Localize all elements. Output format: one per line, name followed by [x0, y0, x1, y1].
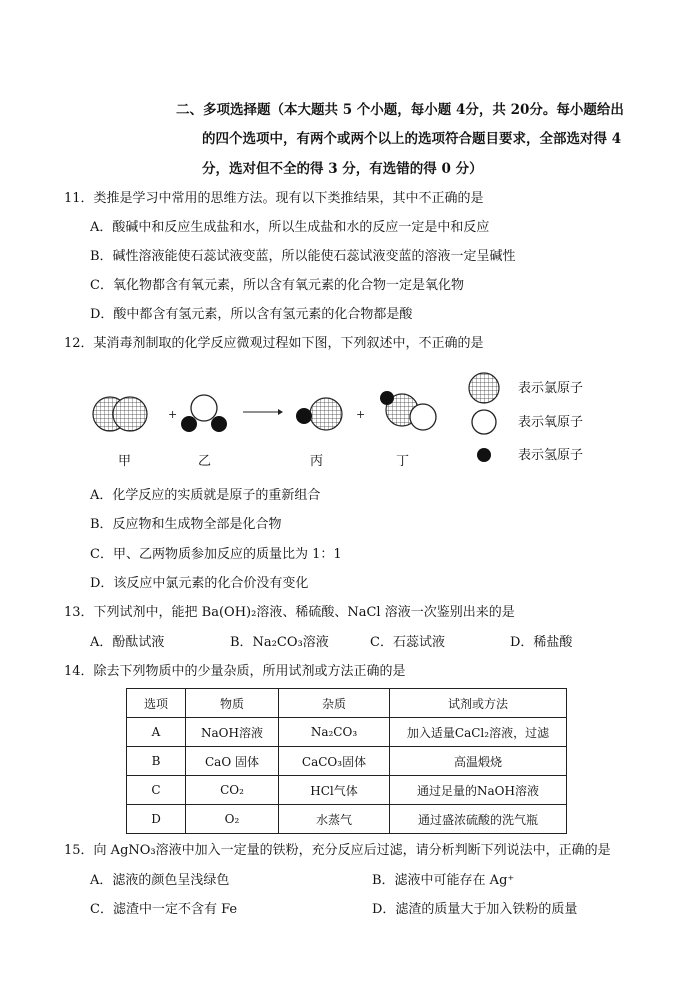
legend-oxygen-text: 表示氧原子 — [518, 415, 584, 430]
question-11-option-d: D．酸中都含有氢元素，所以含有氢元素的化合物都是酸 — [90, 307, 413, 322]
table-cell: B — [127, 747, 186, 776]
table-cell: 通过盛浓硫酸的洗气瓶 — [390, 805, 567, 834]
table-cell: D — [127, 805, 186, 834]
question-13-option-a: A．酚酞试液 — [90, 635, 165, 650]
table-cell: 高温煅烧 — [390, 747, 567, 776]
molecule-jia — [93, 397, 147, 431]
table-cell: C — [127, 776, 186, 805]
table-header-cell: 试剂或方法 — [390, 689, 567, 718]
molecule-bing — [296, 398, 342, 430]
section-heading-line-1: 二、多项选择题（本大题共 5 个小题，每小题 4分，共 20分。每小题给出 — [176, 102, 624, 118]
legend — [469, 373, 499, 462]
table-row — [127, 747, 567, 776]
label-ding: 丁 — [396, 454, 410, 469]
table-header-cell: 物质 — [186, 689, 279, 718]
label-jia: 甲 — [118, 454, 132, 469]
question-11-option-c: C．氧化物都含有氧元素，所以含有氧元素的化合物一定是氧化物 — [90, 278, 464, 293]
question-15-stem: 15．向 AgNO₃溶液中加入一定量的铁粉，充分反应后过滤，请分析判断下列说法中，正确的是 — [64, 843, 611, 858]
table-cell: Na₂CO₃ — [279, 718, 390, 747]
question-15-option-a: A．滤液的颜色呈浅绿色 — [90, 873, 230, 888]
molecule-yi — [181, 395, 227, 432]
question-11-stem: 11．类推是学习中常用的思维方法。现有以下类推结果，其中不正确的是 — [64, 191, 484, 206]
table-cell: 加入适量CaCl₂溶液，过滤 — [390, 718, 567, 747]
question-13-option-d: D．稀盐酸 — [510, 635, 573, 650]
table-row — [127, 805, 567, 834]
table-cell: CaO 固体 — [186, 747, 279, 776]
question-13-option-b: B．Na₂CO₃溶液 — [230, 635, 329, 650]
table-cell: A — [127, 718, 186, 747]
section-heading-line-3: 分，选对但不全的得 3 分，有选错的得 0 分） — [202, 161, 483, 177]
question-13-option-c: C．石蕊试液 — [370, 635, 445, 650]
table-header-row — [127, 689, 567, 718]
legend-chlorine-text: 表示氯原子 — [518, 381, 584, 396]
table-row — [127, 776, 567, 805]
reaction-arrow — [243, 409, 283, 415]
legend-hydrogen-swatch — [477, 448, 491, 462]
question-12-option-c: C．甲、乙两物质参加反应的质量比为 1：1 — [90, 547, 342, 562]
table-header-cell: 杂质 — [279, 689, 390, 718]
table-header-cell: 选项 — [127, 689, 186, 718]
legend-chlorine-swatch — [469, 373, 499, 403]
question-12-option-d: D．该反应中氯元素的化合价没有变化 — [90, 576, 309, 591]
question-15-option-d: D．滤渣的质量大于加入铁粉的质量 — [372, 902, 578, 917]
question-11-option-a: A．酸碱中和反应生成盐和水，所以生成盐和水的反应一定是中和反应 — [90, 220, 490, 235]
question-14-stem: 14．除去下列物质中的少量杂质，所用试剂或方法正确的是 — [64, 664, 406, 679]
question-11-option-b: B．碱性溶液能使石蕊试液变蓝，所以能使石蕊试液变蓝的溶液一定呈碱性 — [90, 249, 516, 264]
label-yi: 乙 — [198, 454, 212, 469]
question-14-table — [126, 688, 567, 834]
plus-sign-1: + — [168, 408, 178, 421]
section-heading-line-2: 的四个选项中，有两个或两个以上的选项符合题目要求，全部选对得 4 — [202, 131, 622, 147]
table-row — [127, 718, 567, 747]
table-cell: 通过足量的NaOH溶液 — [390, 776, 567, 805]
table-cell: CO₂ — [186, 776, 279, 805]
legend-oxygen-swatch — [472, 410, 496, 434]
question-12-option-a: A．化学反应的实质就是原子的重新组合 — [90, 488, 321, 503]
legend-hydrogen-text: 表示氢原子 — [518, 448, 584, 463]
table-cell: 水蒸气 — [279, 805, 390, 834]
table-cell: CaCO₃固体 — [279, 747, 390, 776]
table-cell: NaOH溶液 — [186, 718, 279, 747]
table-cell: HCl气体 — [279, 776, 390, 805]
label-bing: 丙 — [310, 454, 324, 469]
question-12-option-b: B．反应物和生成物全部是化合物 — [90, 517, 282, 532]
question-15-option-b: B．滤液中可能存在 Ag⁺ — [372, 873, 515, 888]
plus-sign-2: + — [356, 408, 366, 421]
question-13-stem: 13．下列试剂中，能把 Ba(OH)₂溶液、稀硫酸、NaCl 溶液一次鉴别出来的是 — [64, 605, 515, 620]
question-12-stem: 12．某消毒剂制取的化学反应微观过程如下图，下列叙述中，不正确的是 — [64, 336, 484, 351]
table-cell: O₂ — [186, 805, 279, 834]
molecule-ding — [380, 391, 436, 430]
question-15-option-c: C．滤渣中一定不含有 Fe — [90, 902, 238, 917]
